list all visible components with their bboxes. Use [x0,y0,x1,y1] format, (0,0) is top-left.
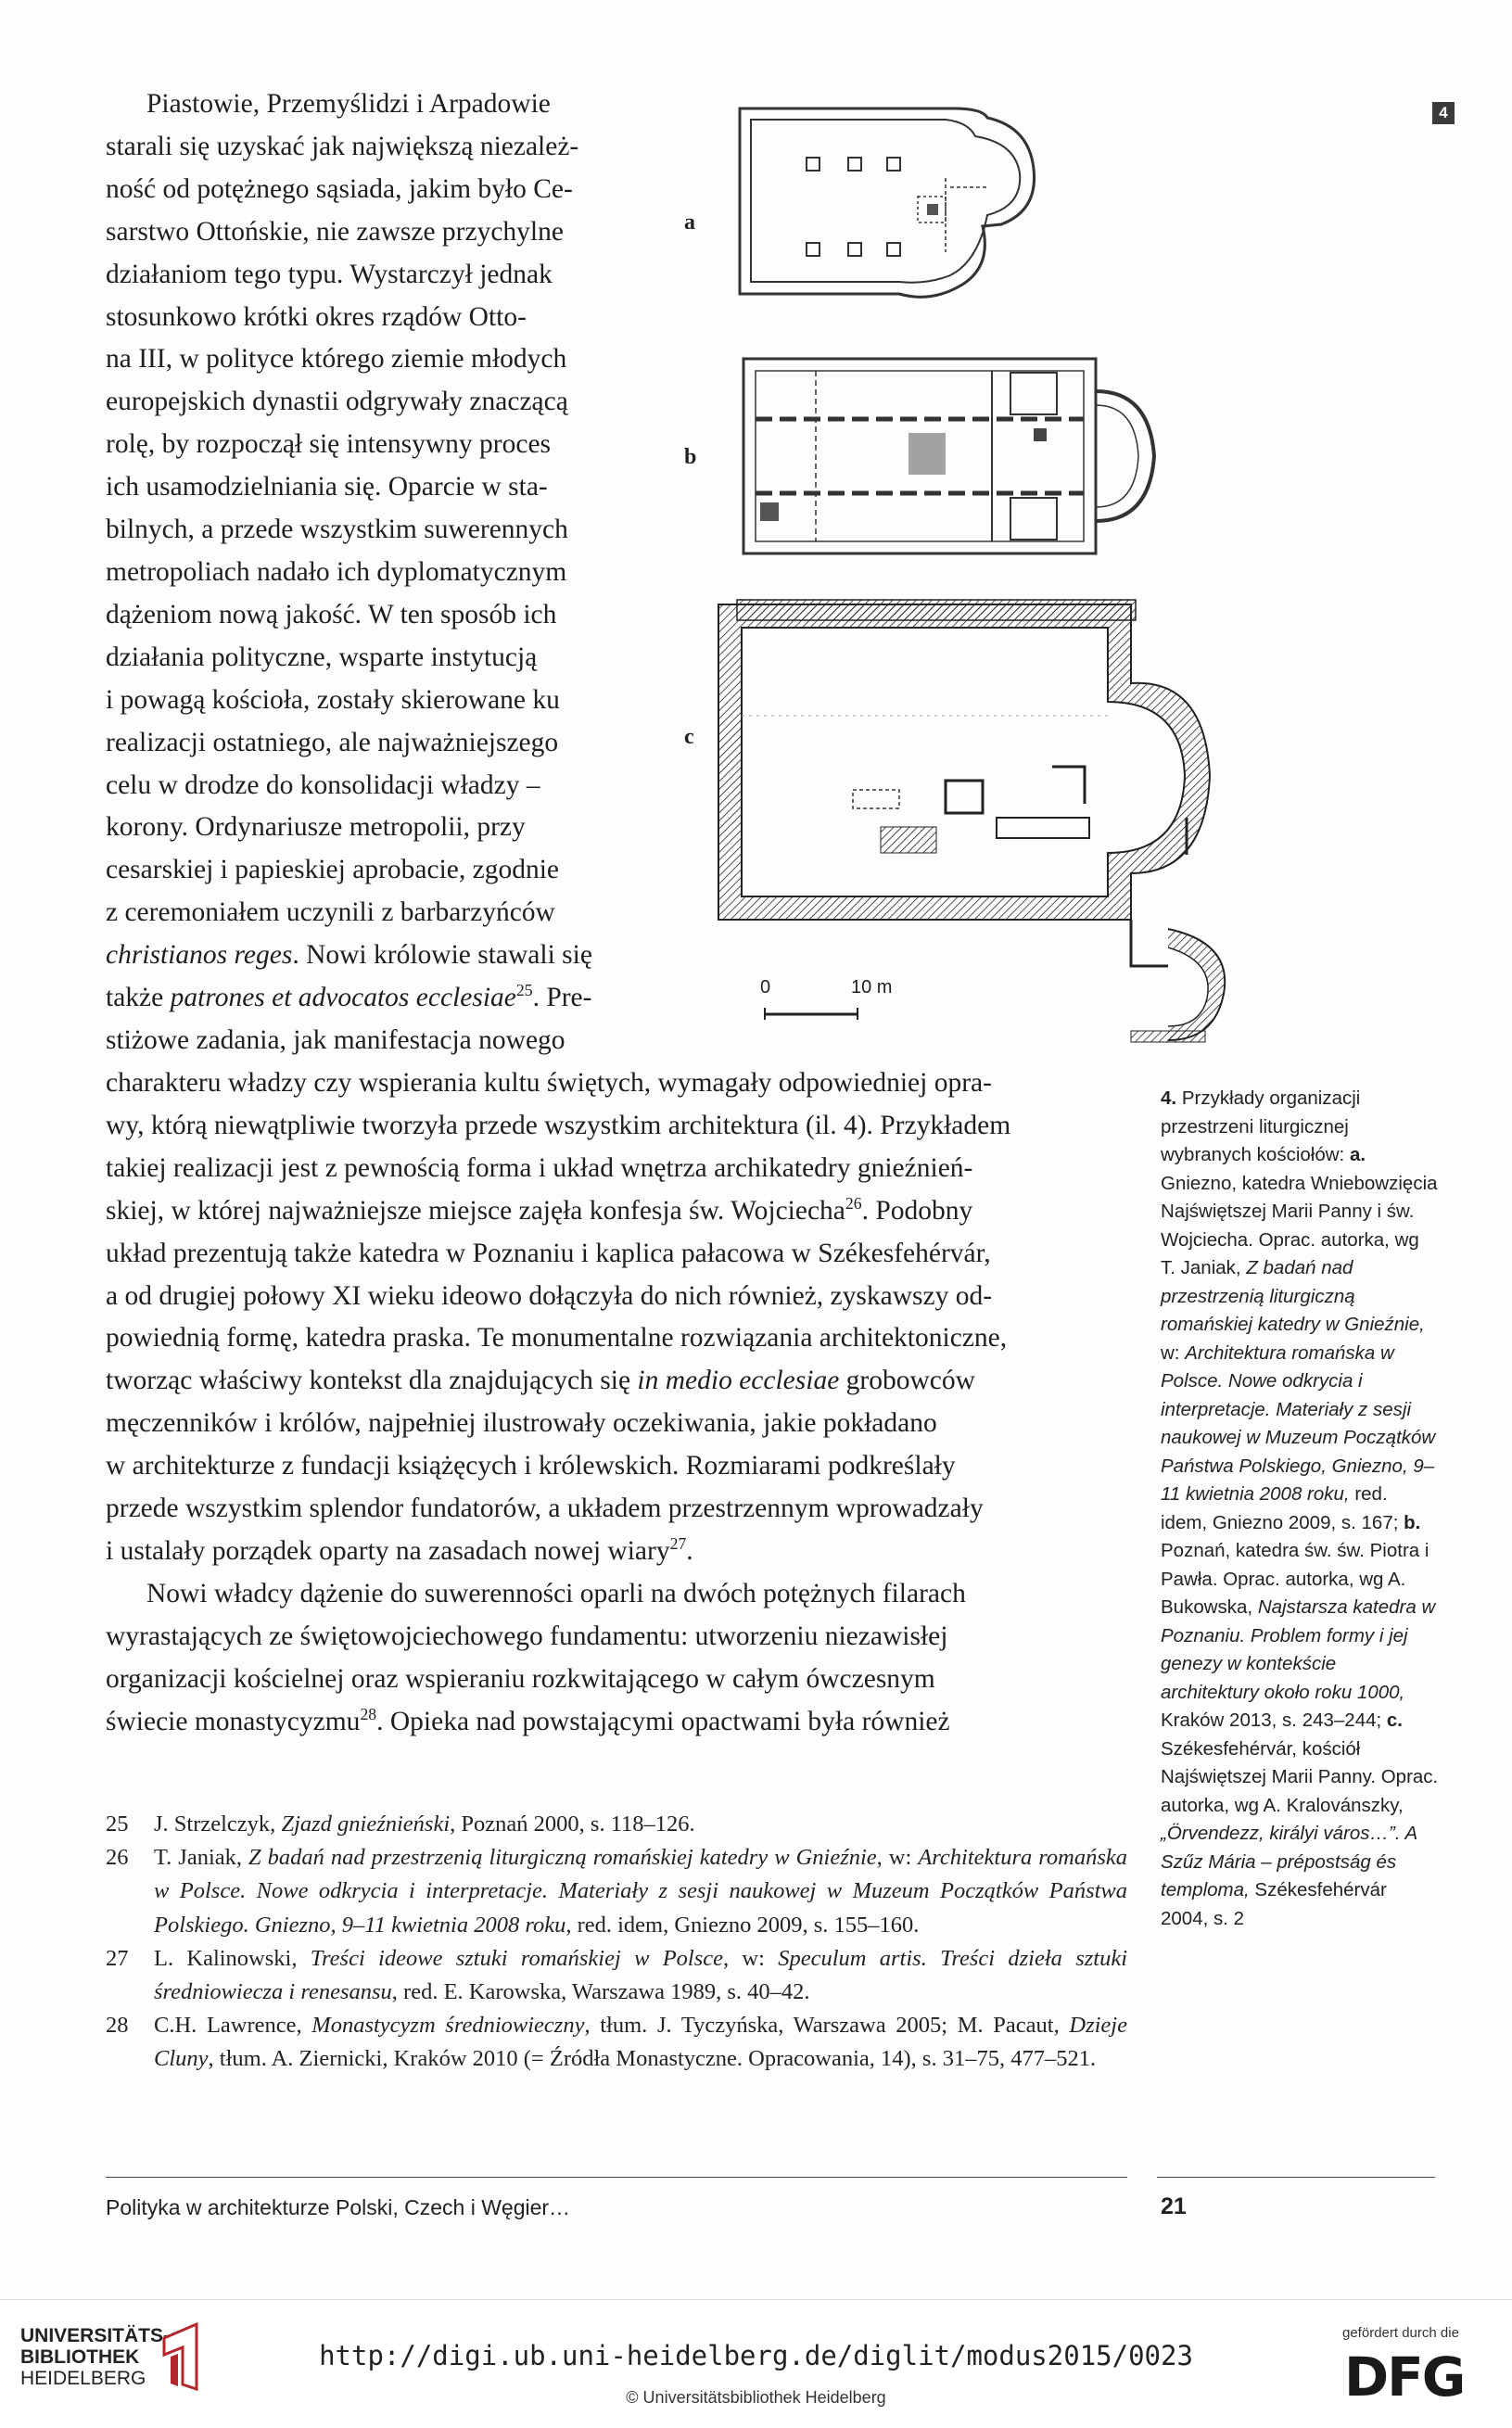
footnote-ref[interactable]: 28 [360,1704,377,1723]
footnote-number: 28 [106,2013,129,2039]
text-run: J. Strzelczyk, [154,1811,282,1837]
text-run: , w: [723,1945,779,1971]
caption-a-w: w: [1161,1341,1180,1364]
scale-ten: 10 m [851,977,893,998]
italic-title: Treści ideowe sztuki romańskiej w Polsce [310,1945,724,1971]
plan-a-gniezno [740,108,1035,297]
text-line [106,1360,1127,1403]
italic-title: Dzieje Cluny [154,2013,1127,2072]
italic-term: in medio ecclesiae [637,1366,840,1396]
text-run: , red. E. Karowska, Warszawa 1989, s. 40–42. [391,1979,810,2005]
italic-term: patrones et advocatos ecclesiae [170,983,516,1013]
text-line: na III, w polityce którego ziemie młodych [106,344,567,375]
footnote-27 [106,1942,1127,2009]
text-line: starali się uzyskać jak największą niezależ- [106,131,579,161]
text-line: z ceremoniałem uczynili z barbarzyńców [106,897,555,928]
text-line [106,1531,1127,1573]
body-paragraph-1 [106,83,642,1062]
text-line: w architekturze z fundacji książęcych i królewskich. Rozmiarami podkreślały [106,1451,956,1481]
footer-rule [106,2177,1127,2178]
body-paragraph-full [106,1062,1127,1744]
text-line: działaniom tego typu. Wystarczył jednak [106,259,553,289]
text-line: męczenników i królów, najpełniej ilustrowały oczekiwania, jakie pokładano [106,1408,937,1439]
caption-c-italic: „Örvendezz, királyi város…”. A Szűz Mária – prépostság és temploma, [1161,1823,1417,1900]
footnote-number: 27 [106,1945,129,1971]
text-line: metropoliach nadało ich dyplomatycznym [106,556,567,587]
text-line: działania polityczne, wsparte instytucją [106,642,538,672]
scale-zero: 0 [760,977,771,998]
caption-a-end: red. idem, Gniezno 2009, s. 167; [1161,1483,1399,1533]
footnote-26 [106,1841,1127,1942]
scale-bar [765,1008,858,1020]
caption-b-end: Kraków 2013, s. 243–244; [1161,1710,1382,1731]
text-line: powiednią formę, katedra praska. Te monumentalne rozwiązania architektoniczne, [106,1323,1008,1354]
text-run: grobowców [839,1366,975,1396]
caption-c-label: c. [1386,1710,1404,1731]
text-run: i ustalały porządek oparty na zasadach nowej wiary [106,1535,670,1566]
text-run: skiej, w której najważniejsze miejsce zajęła konfesja św. Wojciecha [106,1195,845,1226]
text-run: . Pre- [532,983,592,1013]
italic-title: Speculum artis. Treści dzieła sztuki średniowiecza i renesansu [154,1945,1127,2005]
text-line: i powagą kościoła, zostały skierowane ku [106,684,560,715]
copyright-text: © Universitätsbibliothek Heidelberg [626,2388,886,2407]
footnote-ref[interactable]: 25 [515,981,533,1000]
text-line: Piastowie, Przemyślidzi i Arpadowie [146,89,551,119]
footnote-28 [106,2009,1127,2076]
footnote-number: 26 [106,1845,129,1871]
text-line: korony. Ordynariusze metropolii, przy [106,812,526,843]
italic-term: christianos reges [106,940,293,971]
floor-plans-figure [667,85,1372,1049]
dfg-logo[interactable]: DFG [1344,2345,1465,2409]
figure-label-b: b [684,445,697,469]
footnote-ref[interactable]: 26 [845,1193,862,1213]
text-line: rolę, by rozpoczął się intensywny proces [106,429,552,460]
figure-label-c: c [684,725,694,749]
text-run: . [686,1535,693,1566]
figure-caption [1161,1085,1439,1933]
text-run: , tłum. A. Ziernicki, Kraków 2010 (= Źródła Monastyczne. Opracowania, 14), s. 31–75, 477–521. [208,2046,1097,2072]
footnotes [106,1808,1127,2077]
text-line [106,977,642,1020]
text-run: także [106,983,171,1013]
caption-a-text: Gniezno, katedra Wniebowzięcia Najświętszej Marii Panny i św. Wojciecha. Oprac. autorka, wg T. Janiak, [1161,1172,1438,1278]
footer-rule-right [1157,2177,1435,2178]
footnote-25 [106,1808,1127,1841]
caption-b-text: Poznań, katedra św. św. Piotra i Pawła. Oprac. autorka, wg A. Bukowska, [1161,1540,1429,1618]
text-line [106,1701,1127,1744]
text-line: bilnych, a przede wszystkim suwerennych [106,515,568,545]
text-line: celu w drodze do konsolidacji władzy – [106,769,540,800]
footnote-ref[interactable]: 27 [669,1534,687,1554]
text-run: . Podobny [861,1195,973,1226]
text-line: układ prezentują także katedra w Poznaniu i kaplica pałacowa w Székesfehérvár, [106,1238,991,1268]
text-run: , red. idem, Gniezno 2009, s. 155–160. [565,1912,920,1938]
text-run: T. Janiak, [154,1845,249,1871]
text-line: sarstwo Ottońskie, nie zawsze przychylne [106,216,564,247]
text-run: L. Kalinowski, [154,1945,311,1971]
text-line: realizacji ostatniego, ale najważniejszego [106,727,559,757]
text-line: cesarskiej i papieskiej aprobacie, zgodnie [106,855,559,885]
text-line: wy, którą niewątpliwie tworzyła przede wszystkim architektura (il. 4). Przykładem [106,1110,1011,1140]
plan-b-poznan [743,359,1154,553]
text-line: ich usamodzielniania się. Oparcie w sta- [106,472,548,502]
text-line: organizacji kościelnej oraz wspieraniu rozkwitającego w całym ówczesnym [106,1663,935,1694]
caption-intro: Przykłady organizacji przestrzeni liturgicznej wybranych kościołów: [1161,1087,1361,1165]
caption-a-italic2: Architektura romańska w Polsce. Nowe odkrycia i interpretacje. Materiały z sesji naukowej w Muzeum Początków Państwa Polskiego, Gniezno, 9–11 kwietnia 2008 roku, [1161,1341,1436,1505]
library-name-line1: UNIVERSITÄTS- [20,2325,171,2346]
text-line: ność od potężnego sąsiada, jakim było Ce- [106,173,573,204]
text-line: przede wszystkim splendor fundatorów, a układem przestrzennym wprowadzały [106,1494,984,1524]
text-run: tworząc właściwy kontekst dla znajdujących się [106,1366,638,1396]
italic-title: Zjazd gnieźnieński [281,1811,451,1837]
text-line: charakteru władzy czy wspierania kultu świętych, wymagały odpowiedniej opra- [106,1068,992,1098]
text-run: C.H. Lawrence, [154,2013,312,2039]
caption-b-italic: Najstarsza katedra w Poznaniu. Problem formy i jej genezy w kontekście architektury około roku 1000, [1161,1596,1436,1703]
text-line [106,934,642,977]
italic-title: Monastycyzm średniowieczny [311,2013,585,2039]
funding-note: gefördert durch die [1342,2325,1459,2341]
text-line: takiej realizacji jest z pewnością forma i układ wnętrza archikatedry gnieźnień- [106,1152,973,1183]
text-run: . Nowi królowie stawali się [292,940,592,971]
plan-c-szekesfehervar [718,600,1225,1042]
italic-title: Architektura romańska w Polsce. Nowe odkrycia i interpretacje. Materiały z sesji naukowej w Muzeum Początków Państwa Polskiego. Gniezno, 9–11 kwietnia 2008 roku [154,1845,1127,1938]
caption-c-text: Székesfehérvár, kościół Najświętszej Marii Panny. Oprac. autorka, wg A. Kralovánszky, [1161,1737,1439,1816]
caption-b-label: b. [1404,1511,1421,1533]
text-run: , w: [876,1845,919,1871]
text-run: , Poznań 2000, s. 118–126. [450,1811,695,1837]
page-number: 21 [1161,2193,1187,2219]
text-line: dążeniom nową jakość. W ten sposób ich [106,599,557,629]
caption-number: 4. [1161,1087,1177,1109]
floor-plans-svg [667,85,1372,1049]
text-line [106,1190,1127,1233]
library-name-line2: BIBLIOTHEK [20,2346,140,2368]
italic-title: Z badań nad przestrzenią liturgiczną romańskiej katedry w Gnieźnie [248,1845,877,1871]
text-run: . Opieka nad powstającymi opactwami była również [376,1706,950,1736]
running-title: Polityka w architekturze Polski, Czech i Węgier… [106,2195,571,2219]
text-line: stosunkowo krótki okres rządów Otto- [106,301,527,332]
footnote-number: 25 [106,1811,129,1837]
text-run: świecie monastycyzmu [106,1706,361,1736]
caption-c-end: Székesfehérvár 2004, s. 2 [1161,1879,1387,1929]
text-line: stiżowe zadania, jak manifestacja nowego [106,1024,565,1055]
caption-a-italic: Z badań nad przestrzenią liturgiczną romańskiej katedry w Gnieźnie, [1161,1257,1425,1335]
text-run: , tłum. J. Tyczyńska, Warszawa 2005; M. Pacaut, [584,2013,1070,2039]
caption-a-label: a. [1349,1144,1366,1165]
chapter-badge: 4 [1432,102,1455,124]
text-line: Nowi władcy dążenie do suwerenności oparli na dwóch potężnych filarach [146,1578,966,1608]
library-name-line3: HEIDELBERG [20,2368,146,2389]
figure-label-a: a [684,210,695,235]
text-line: europejskich dynastii odgrywały znaczącą [106,387,568,417]
permalink-url[interactable]: http://digi.ub.uni-heidelberg.de/diglit/modus2015/0023 [319,2340,1193,2371]
text-line: a od drugiej połowy XI wieku ideowo dołączyła do nich również, zyskawszy od- [106,1280,993,1311]
text-line: wyrastających ze świętowojciechowego fundamentu: utworzeniu niezawisłej [106,1621,948,1651]
